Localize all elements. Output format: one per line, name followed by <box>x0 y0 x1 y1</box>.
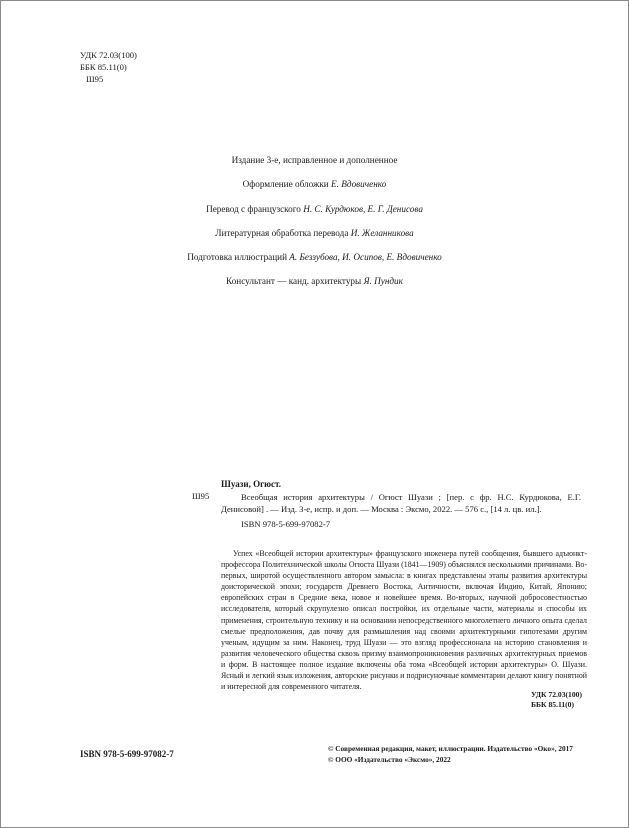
credit-cover: Оформление обложки Е. Вдовиченко <box>242 179 387 190</box>
bib-isbn: ISBN 978-5-699-97082-7 <box>241 519 331 529</box>
copyright-block <box>328 743 573 765</box>
credit-translation: Перевод с французского Н. С. Курдюков, Е. Г. Денисова <box>206 203 423 214</box>
bib-author: Шуази, Огюст. <box>221 479 282 489</box>
bib-author-mark: Ш95 <box>192 491 210 501</box>
author-mark: Ш95 <box>86 74 104 84</box>
copyright-line-1: © Современная редакция, макет, иллюстрации. Издательство «Око», 2017 <box>328 744 573 753</box>
credit-illustrations: Подготовка иллюстраций А. Беззубова, И. Осипов, Е. Вдовиченко <box>187 252 442 263</box>
credit-consultant: Консультант — канд. архитектуры Я. Пундик <box>226 276 403 287</box>
bbk-code-bottom: ББК 85.11(0) <box>531 700 574 709</box>
bib-description: Всеобщая история архитектуры / Огюст Шуази ; [пер. с фр. Н.С. Курдюкова, Е.Г. Денисовой] . — Изд. 3-е, испр. и доп. — Москва : Эксмо, 2022. — 576 с., [14 л. цв. ил.]. <box>221 492 581 514</box>
classification-codes-top <box>80 49 137 85</box>
udk-code-bottom: УДК 72.03(100) <box>531 690 582 699</box>
copyright-line-2: © ООО «Издательство «Эксмо», 2022 <box>328 755 451 764</box>
isbn-main: ISBN 978-5-699-97082-7 <box>80 749 174 759</box>
annotation: Успех «Всеобщей истории архитектуры» французского инженера путей сообщения, бывшего адъюнкт-профессора Политехнической школы Огюста Шуази (1841—1909) объяснялся несколькими причинами. Во-первых, широтой осуществленного автором замысла: в книгах представлены этапы развития архитектуры доисторической эпохи; государств Древнего Востока, Античности, включая Индию, Китай, Японию; европейских стран в Средние века, новое и новейшее время. Во-вторых, научной добросовестностью исследователя, который скрупулезно описал постройки, их отдельные части, материалы и способы их применения, строительную технику и на основании непосредственного многолетнего личного опыта сделал смелые предположения, дав почву для размышления над своими архитектурными гипотезами другим ученым, идущим за ним. Наконец, труд Шуази — это взгляд профессионала на историю становления и развития человеческого общества сквозь призму взаимопроникновения различных архитектурных приемов и форм. В настоящее полное издание включены оба тома «Всеобщей истории архитектуры» О. Шуази. Ясный и легкий язык изложения, авторские рисунки и подрисуночные комментарии делают книгу понятной и интересной для современного читателя. <box>221 549 587 692</box>
bibliographic-record <box>221 478 581 530</box>
classification-codes-bottom <box>531 690 582 710</box>
credit-literary-editing: Литературная обработка перевода И. Желанникова <box>215 227 414 238</box>
credits-block <box>0 154 629 300</box>
bbk-code: ББК 85.11(0) <box>80 62 127 72</box>
credit-edition: Издание 3-е, исправленное и дополненное <box>231 155 398 165</box>
udk-code: УДК 72.03(100) <box>80 50 137 60</box>
